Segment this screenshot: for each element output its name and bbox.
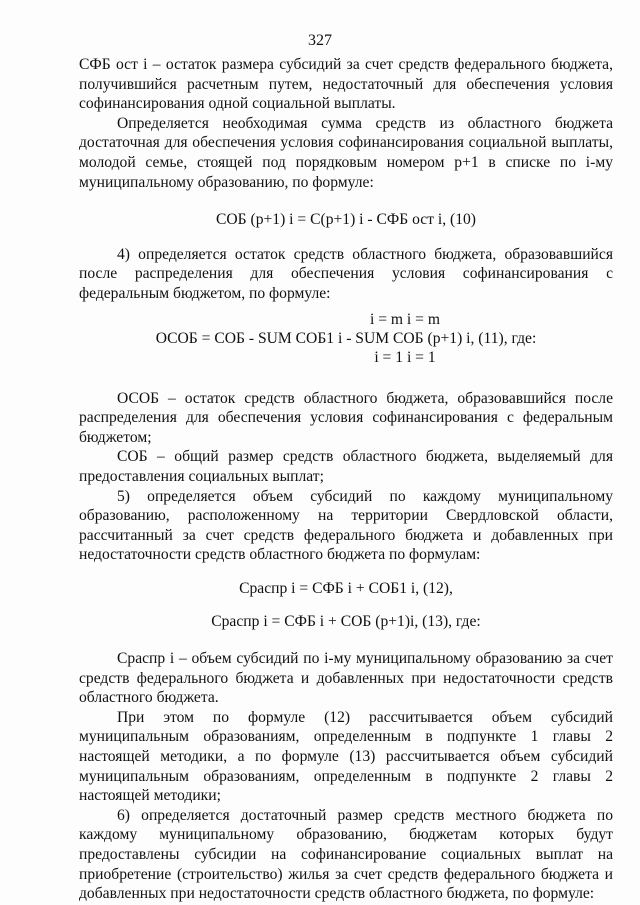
- paragraph-step-6: 6) определяется достаточный размер средств местного бюджета по каждому муниципальному образованию, бюджетам которых будут предоставлены субсидии на софинансирование социальных выплат на приобретение (строительство) жилья за счет средств федерального бюджета и добавленных при недостаточности средств областного бюджета, по формуле:: [79, 806, 613, 903]
- paragraph-step-4: 4) определяется остаток средств областного бюджета, образовавшийся после распределения для обеспечения условия софинансирования с федеральным бюджетом, по формуле:: [79, 245, 613, 302]
- paragraph-sfb-remainder: СФБ ост i – остаток размера субсидий за счет средств федерального бюджета, получившийся расчетным путем, недостаточный для обеспечения условия софинансирования одной социальной выплаты.: [79, 56, 613, 113]
- formula-11-upper-limits: i = m i = m: [369, 310, 440, 328]
- paragraph-sob-definition: СОБ – общий размер средств областного бюджета, выделяемый для предоставления социальных выплат;: [79, 448, 613, 485]
- formula-11-main: ОСОБ = СОБ - SUM СОБ1 i - SUM СОБ (р+1) i, (11), где:: [155, 329, 537, 347]
- formula-11: [79, 310, 613, 367]
- formula-13: Сраспр i = СФБ i + СОБ (р+1)i, (13), где:: [211, 613, 481, 631]
- formula-12: Сраспр i = СФБ i + СОБ1 i, (12),: [239, 579, 453, 597]
- paragraph-formula-usage: При этом по формуле (12) рассчитывается объем субсидий муниципальным образованиям, определенным в подпункте 1 главы 2 настоящей методики, а по формуле (13) рассчитывается объем субсидий муниципальным образованиям, определенным в подпункте 2 главы 2 настоящей методики;: [79, 708, 613, 805]
- formula-11-lower-limits: i = 1 i = 1: [374, 348, 436, 366]
- paragraph-sraspr-definition: Сраспр i – объем субсидий по i-му муниципальному образованию за счет средств федерального бюджета и добавленных при недостаточности средств областного бюджета.: [79, 650, 613, 707]
- paragraph-required-amount: Определяется необходимая сумма средств из областного бюджета достаточная для обеспечения условия софинансирования социальной выплаты, молодой семье, стоящей под порядковым номером р+1 в списке по i-му муниципальному образованию, по формуле:: [79, 114, 613, 191]
- paragraph-step-5: 5) определяется объем субсидий по каждому муниципальному образованию, расположенному на территории Свердловской области, рассчитанный за счет средств федерального бюджета и добавленных при недостаточности средств областного бюджета по формулам:: [79, 487, 613, 564]
- formula-10: СОБ (р+1) i = С(р+1) i - СФБ ост i, (10): [215, 211, 476, 229]
- paragraph-osob-definition: ОСОБ – остаток средств областного бюджета, образовавшийся после распределения для обеспечения условия софинансирования с федеральным бюджетом;: [79, 389, 613, 446]
- page-number: 327: [308, 32, 332, 49]
- page-body: [79, 55, 613, 904]
